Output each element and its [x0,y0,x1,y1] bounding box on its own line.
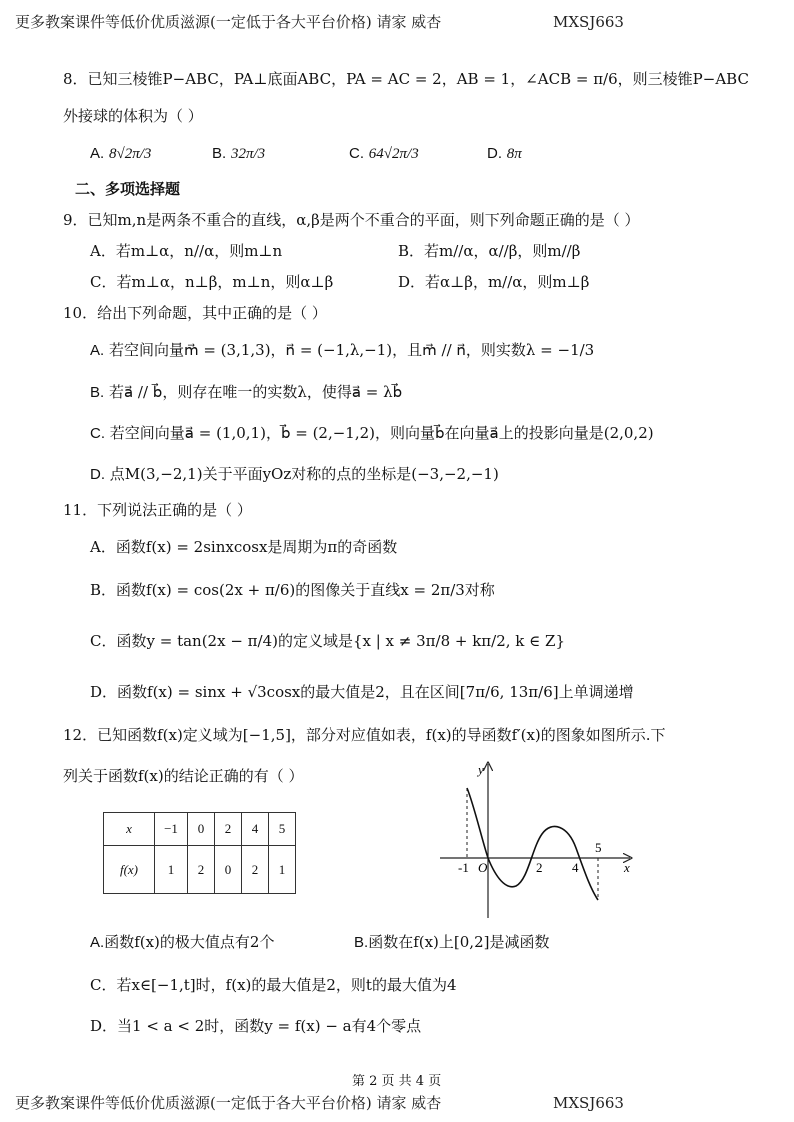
option-label: A． [90,242,116,260]
derivative-curve [467,788,598,900]
q8-option-b[interactable] [212,143,265,164]
q11-option-b[interactable] [90,580,495,600]
option-text: 64√2π/3 [368,146,419,162]
q8-option-d[interactable] [487,143,522,164]
option-label: D． [398,273,426,291]
page-number: 第 2 页 共 4 页 [352,1074,442,1089]
q10-stem: 10．给出下列命题，其中正确的是（ ） [63,304,327,322]
option-label: D. [487,145,502,162]
option-label: A. [90,145,105,162]
option-text: 若α⊥β，m//α，则m⊥β [425,273,590,291]
table-row [104,813,296,846]
footer-code: MXSJ663 [553,1094,624,1112]
option-label: B. [212,145,227,162]
table-header-x: x [104,813,155,846]
option-text: 若a⃗ // b⃗，则存在唯一的实数λ，使得a⃗ = λb⃗ [108,383,403,401]
q9-stem: 9．已知m,n是两条不重合的直线，α,β是两个不重合的平面，则下列命题正确的是（ ） [63,211,640,229]
value-table [103,812,296,894]
q10-option-c[interactable] [90,423,654,444]
q12-option-b[interactable] [354,932,549,953]
option-label: C. [90,425,105,442]
q10-option-d[interactable] [90,464,499,485]
option-text: 函数f(x) = cos(2x + π/6)的图像关于直线x = 2π/3对称 [116,581,495,599]
option-text: 若空间向量m⃗ = (3,1,3)，n⃗ = (−1,λ,−1)，且m⃗ // n⃗，则实数λ = −1/3 [108,341,595,359]
table-cell: −1 [155,813,188,846]
page-header [15,12,441,32]
q8-line2: 外接球的体积为（ ） [63,107,203,125]
q8-option-a[interactable] [90,143,151,164]
q11-option-d[interactable] [90,682,634,702]
option-label: D． [90,683,118,701]
option-text: 函数f(x)的极大值点有2个 [104,933,275,951]
q9-option-a[interactable] [90,241,282,261]
option-label: C. [349,145,364,162]
q9-option-c[interactable] [90,272,333,292]
derivative-graph [440,760,640,925]
option-text: 函数f(x) = sinx + √3cosx的最大值是2，且在区间[7π/6, 13π/6]上单调递增 [117,683,634,701]
table-cell: 0 [188,813,215,846]
q11-stem: 11．下列说法正确的是（ ） [63,501,252,519]
q12-option-d[interactable] [90,1016,421,1036]
table-cell: 2 [188,846,215,894]
q12-line2: 列关于函数f(x)的结论正确的有（ ） [63,767,304,785]
table-cell: 2 [215,813,242,846]
option-label: C． [90,273,117,291]
header-text: 更多教案课件等低价优质滋源(一定低于各大平台价格) 请家 威杏 [15,13,442,31]
option-label: A. [90,934,105,951]
y-axis-label: y [478,762,484,777]
section-title: 二、多项选择题 [75,180,181,198]
option-text: 函数f(x) = 2sinxcosx是周期为π的奇函数 [115,538,398,556]
option-text: 若m//α，α//β，则m//β [424,242,581,260]
tick-label: -1 [458,860,469,875]
table-cell: 5 [269,813,296,846]
option-text: 8π [506,146,522,162]
option-label: B． [398,242,425,260]
table-row [104,846,296,894]
table-cell: 4 [242,813,269,846]
option-label: B. [354,934,369,951]
option-text: 若x∈[−1,t]时，f(x)的最大值是2，则t的最大值为4 [116,976,457,994]
q11-option-a[interactable] [90,537,397,557]
q10-option-a[interactable] [90,340,594,361]
q9-option-d[interactable] [398,272,589,292]
table-cell: 0 [215,846,242,894]
q8-line1: 8．已知三棱锥P−ABC，PA⊥底面ABC，PA = AC = 2，AB = 1，∠ACB = π/6，则三棱锥P−ABC [63,70,749,88]
table-cell: 2 [242,846,269,894]
tick-label: 5 [595,840,602,855]
option-text: 函数y = tan(2x − π/4)的定义域是{x | x ≠ 3π/8 + kπ/2, k ∈ Z} [116,632,565,650]
option-text: 若空间向量a⃗ = (1,0,1)，b⃗ = (2,−1,2)，则向量b⃗在向量a⃗上的投影向量是(2,0,2) [109,424,654,442]
table-header-f: f(x) [104,846,155,894]
option-text: 若m⊥α，n⊥β，m⊥n，则α⊥β [116,273,334,291]
table-cell: 1 [269,846,296,894]
option-label: A. [90,342,105,359]
q12-option-a[interactable] [90,932,274,953]
header-code: MXSJ663 [553,13,624,31]
q12-option-c[interactable] [90,975,457,995]
tick-label: 4 [572,860,579,875]
q11-option-c[interactable] [90,631,565,651]
option-label: A． [90,538,116,556]
tick-label: 2 [536,860,543,875]
footer-text: 更多教案课件等低价优质滋源(一定低于各大平台价格) 请家 威杏 [15,1094,442,1112]
option-text: 点M(3,−2,1)关于平面yOz对称的点的坐标是(−3,−2,−1) [109,465,499,483]
option-label: B. [90,384,105,401]
q12-line1: 12．已知函数f(x)定义域为[−1,5]，部分对应值如表，f(x)的导函数f′(x)的图象如图所示.下 [63,726,666,744]
origin-label: O [478,860,488,875]
x-axis-label: x [624,860,630,875]
q10-option-b[interactable] [90,382,402,403]
option-label: C． [90,976,117,994]
option-text: 8√2π/3 [108,146,152,162]
option-label: C． [90,632,117,650]
option-text: 若m⊥α，n//α，则m⊥n [115,242,283,260]
option-text: 函数在f(x)上[0,2]是减函数 [368,933,550,951]
table-cell: 1 [155,846,188,894]
q8-option-c[interactable] [349,143,419,164]
q9-option-b[interactable] [398,241,580,261]
option-label: D． [90,1017,118,1035]
option-text: 当1 < a < 2时，函数y = f(x) − a有4个零点 [117,1017,422,1035]
option-label: B． [90,581,117,599]
option-label: D. [90,466,105,483]
option-text: 32π/3 [230,146,266,162]
